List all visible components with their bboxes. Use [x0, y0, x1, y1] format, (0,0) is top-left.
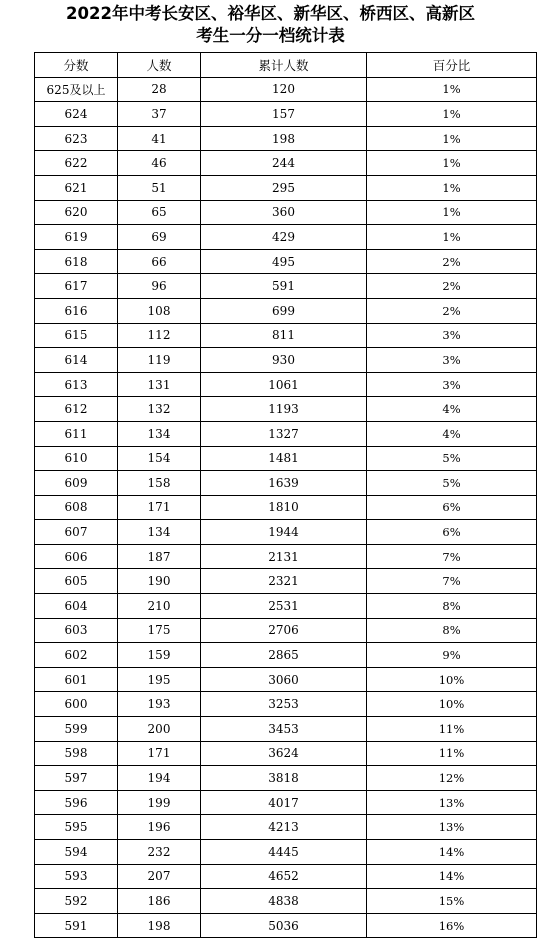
cell-score: 620: [35, 200, 118, 225]
cell-score: 616: [35, 298, 118, 323]
cell-percentage: 12%: [367, 766, 537, 791]
cell-cumulative: 4652: [201, 864, 367, 889]
table-row: [35, 77, 537, 102]
cell-score: 598: [35, 741, 118, 766]
cell-percentage: 1%: [367, 77, 537, 102]
table-header-row: [35, 53, 537, 78]
cell-cumulative: 3818: [201, 766, 367, 791]
cell-score: 604: [35, 594, 118, 619]
cell-cumulative: 1327: [201, 421, 367, 446]
cell-score: 593: [35, 864, 118, 889]
cell-count: 186: [118, 889, 201, 914]
cell-percentage: 8%: [367, 594, 537, 619]
cell-percentage: 4%: [367, 397, 537, 422]
cell-percentage: 1%: [367, 126, 537, 151]
cell-percentage: 3%: [367, 323, 537, 348]
cell-score: 619: [35, 225, 118, 250]
cell-count: 28: [118, 77, 201, 102]
cell-cumulative: 1193: [201, 397, 367, 422]
table-row: [35, 889, 537, 914]
cell-score: 624: [35, 102, 118, 127]
cell-score: 611: [35, 421, 118, 446]
table-row: [35, 471, 537, 496]
table-row: [35, 397, 537, 422]
cell-score: 610: [35, 446, 118, 471]
cell-count: 199: [118, 790, 201, 815]
cell-score: 592: [35, 889, 118, 914]
cell-score: 608: [35, 495, 118, 520]
column-header-score: 分数: [35, 53, 118, 78]
cell-cumulative: 5036: [201, 913, 367, 938]
cell-score: 618: [35, 249, 118, 274]
cell-percentage: 9%: [367, 643, 537, 668]
cell-percentage: 8%: [367, 618, 537, 643]
cell-count: 196: [118, 815, 201, 840]
cell-count: 66: [118, 249, 201, 274]
table-row: [35, 446, 537, 471]
cell-count: 69: [118, 225, 201, 250]
cell-score: 613: [35, 372, 118, 397]
cell-percentage: 10%: [367, 692, 537, 717]
cell-cumulative: 3624: [201, 741, 367, 766]
cell-percentage: 7%: [367, 569, 537, 594]
cell-cumulative: 3253: [201, 692, 367, 717]
cell-cumulative: 4017: [201, 790, 367, 815]
cell-count: 198: [118, 913, 201, 938]
cell-cumulative: 4213: [201, 815, 367, 840]
cell-score: 591: [35, 913, 118, 938]
cell-cumulative: 295: [201, 175, 367, 200]
cell-percentage: 5%: [367, 446, 537, 471]
cell-score: 615: [35, 323, 118, 348]
cell-percentage: 6%: [367, 520, 537, 545]
cell-score: 597: [35, 766, 118, 791]
cell-percentage: 16%: [367, 913, 537, 938]
cell-percentage: 5%: [367, 471, 537, 496]
table-row: [35, 249, 537, 274]
cell-count: 200: [118, 717, 201, 742]
cell-cumulative: 2531: [201, 594, 367, 619]
cell-percentage: 10%: [367, 667, 537, 692]
table-row: [35, 667, 537, 692]
table-row: [35, 692, 537, 717]
cell-count: 134: [118, 520, 201, 545]
cell-score: 599: [35, 717, 118, 742]
cell-score: 605: [35, 569, 118, 594]
table-row: [35, 815, 537, 840]
cell-count: 112: [118, 323, 201, 348]
cell-score: 606: [35, 544, 118, 569]
table-row: [35, 102, 537, 127]
cell-count: 37: [118, 102, 201, 127]
cell-count: 210: [118, 594, 201, 619]
cell-count: 41: [118, 126, 201, 151]
cell-cumulative: 1481: [201, 446, 367, 471]
cell-count: 51: [118, 175, 201, 200]
cell-score: 600: [35, 692, 118, 717]
table-row: [35, 717, 537, 742]
cell-cumulative: 1639: [201, 471, 367, 496]
cell-count: 207: [118, 864, 201, 889]
column-header-count: 人数: [118, 53, 201, 78]
cell-score: 621: [35, 175, 118, 200]
cell-count: 132: [118, 397, 201, 422]
table-row: [35, 421, 537, 446]
cell-cumulative: 699: [201, 298, 367, 323]
cell-score: 609: [35, 471, 118, 496]
cell-percentage: 11%: [367, 717, 537, 742]
cell-cumulative: 429: [201, 225, 367, 250]
cell-percentage: 7%: [367, 544, 537, 569]
cell-percentage: 1%: [367, 151, 537, 176]
document-title: 2022年中考长安区、裕华区、新华区、桥西区、高新区: [66, 4, 475, 23]
cell-count: 96: [118, 274, 201, 299]
table-row: [35, 151, 537, 176]
column-header-percentage: 百分比: [367, 53, 537, 78]
table-row: [35, 864, 537, 889]
column-header-cumulative: 累计人数: [201, 53, 367, 78]
cell-count: 190: [118, 569, 201, 594]
cell-percentage: 3%: [367, 372, 537, 397]
cell-percentage: 3%: [367, 348, 537, 373]
cell-cumulative: 811: [201, 323, 367, 348]
cell-score: 601: [35, 667, 118, 692]
table-row: [35, 840, 537, 865]
cell-percentage: 2%: [367, 249, 537, 274]
cell-count: 119: [118, 348, 201, 373]
cell-score: 607: [35, 520, 118, 545]
cell-score: 594: [35, 840, 118, 865]
cell-percentage: 15%: [367, 889, 537, 914]
cell-score: 623: [35, 126, 118, 151]
cell-cumulative: 591: [201, 274, 367, 299]
cell-count: 134: [118, 421, 201, 446]
cell-count: 171: [118, 741, 201, 766]
score-distribution-table: [34, 52, 537, 938]
table-row: [35, 225, 537, 250]
cell-count: 46: [118, 151, 201, 176]
table-row: [35, 348, 537, 373]
table-row: [35, 323, 537, 348]
table-row: [35, 372, 537, 397]
cell-cumulative: 4445: [201, 840, 367, 865]
table-row: [35, 495, 537, 520]
cell-cumulative: 3060: [201, 667, 367, 692]
cell-score: 625及以上: [35, 77, 118, 102]
table-row: [35, 274, 537, 299]
cell-count: 232: [118, 840, 201, 865]
cell-count: 131: [118, 372, 201, 397]
cell-cumulative: 1810: [201, 495, 367, 520]
cell-cumulative: 3453: [201, 717, 367, 742]
cell-cumulative: 2865: [201, 643, 367, 668]
cell-cumulative: 157: [201, 102, 367, 127]
cell-score: 595: [35, 815, 118, 840]
cell-count: 154: [118, 446, 201, 471]
cell-score: 614: [35, 348, 118, 373]
table-row: [35, 520, 537, 545]
cell-score: 596: [35, 790, 118, 815]
cell-percentage: 13%: [367, 790, 537, 815]
cell-cumulative: 495: [201, 249, 367, 274]
cell-count: 194: [118, 766, 201, 791]
table-row: [35, 126, 537, 151]
cell-percentage: 6%: [367, 495, 537, 520]
cell-cumulative: 244: [201, 151, 367, 176]
cell-score: 603: [35, 618, 118, 643]
cell-percentage: 1%: [367, 102, 537, 127]
cell-cumulative: 360: [201, 200, 367, 225]
cell-score: 602: [35, 643, 118, 668]
cell-percentage: 2%: [367, 298, 537, 323]
cell-percentage: 14%: [367, 840, 537, 865]
cell-percentage: 1%: [367, 225, 537, 250]
table-row: [35, 741, 537, 766]
cell-cumulative: 2321: [201, 569, 367, 594]
cell-score: 622: [35, 151, 118, 176]
table-row: [35, 569, 537, 594]
cell-cumulative: 2706: [201, 618, 367, 643]
cell-cumulative: 120: [201, 77, 367, 102]
table-row: [35, 594, 537, 619]
cell-percentage: 2%: [367, 274, 537, 299]
cell-cumulative: 2131: [201, 544, 367, 569]
table-row: [35, 790, 537, 815]
cell-count: 193: [118, 692, 201, 717]
cell-score: 612: [35, 397, 118, 422]
cell-cumulative: 198: [201, 126, 367, 151]
table-row: [35, 618, 537, 643]
document-subtitle: 考生一分一档统计表: [196, 26, 345, 45]
cell-count: 171: [118, 495, 201, 520]
cell-cumulative: 930: [201, 348, 367, 373]
table-row: [35, 913, 537, 938]
cell-cumulative: 1061: [201, 372, 367, 397]
table-row: [35, 766, 537, 791]
cell-cumulative: 1944: [201, 520, 367, 545]
cell-percentage: 4%: [367, 421, 537, 446]
table-row: [35, 544, 537, 569]
cell-count: 159: [118, 643, 201, 668]
cell-count: 187: [118, 544, 201, 569]
cell-percentage: 11%: [367, 741, 537, 766]
cell-percentage: 1%: [367, 175, 537, 200]
cell-percentage: 13%: [367, 815, 537, 840]
cell-count: 158: [118, 471, 201, 496]
cell-score: 617: [35, 274, 118, 299]
cell-count: 195: [118, 667, 201, 692]
table-row: [35, 200, 537, 225]
table-row: [35, 643, 537, 668]
table-row: [35, 298, 537, 323]
table-row: [35, 175, 537, 200]
cell-percentage: 1%: [367, 200, 537, 225]
cell-percentage: 14%: [367, 864, 537, 889]
table-body: [35, 77, 537, 938]
cell-count: 108: [118, 298, 201, 323]
cell-cumulative: 4838: [201, 889, 367, 914]
cell-count: 65: [118, 200, 201, 225]
cell-count: 175: [118, 618, 201, 643]
